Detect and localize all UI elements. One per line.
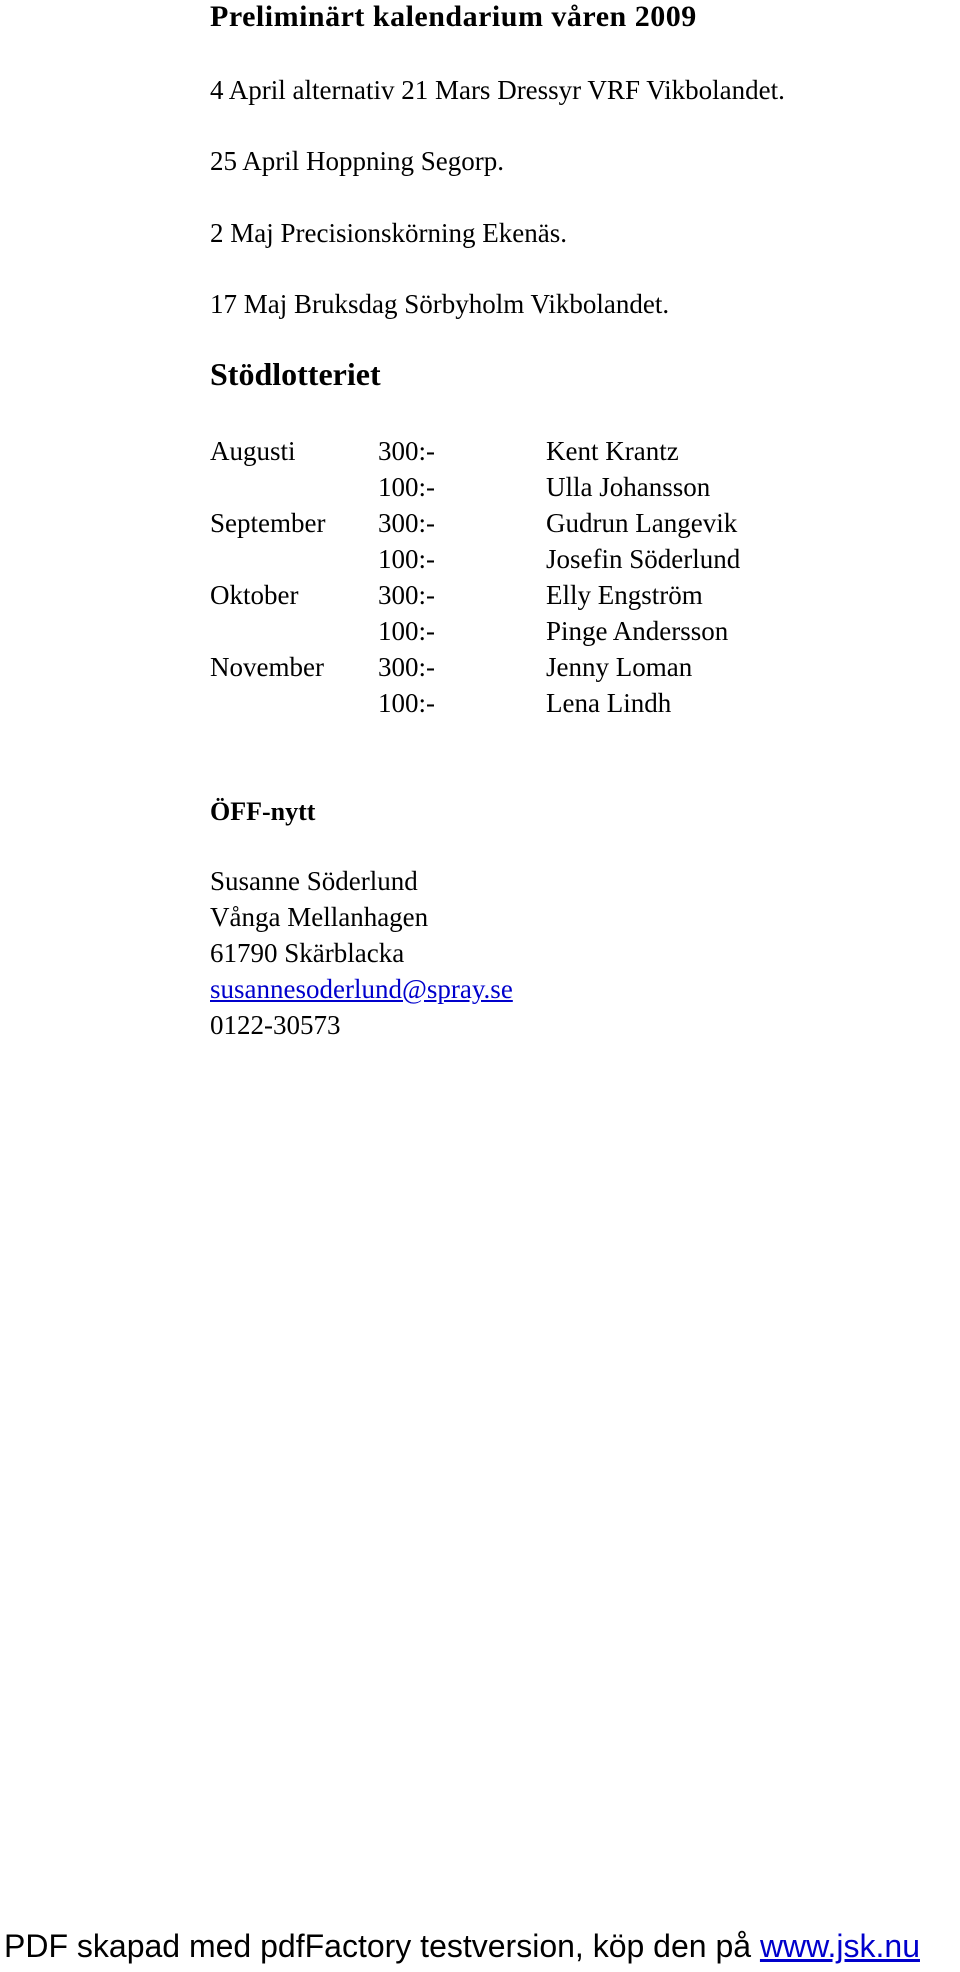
lottery-table [210,436,850,724]
contact-postal: 61790 Skärblacka [210,938,405,968]
lottery-month: November [210,652,324,682]
lottery-winner: Josefin Söderlund [546,544,741,574]
lottery-row [210,580,850,616]
contact-block [210,866,513,1046]
lottery-amount: 100:- [378,544,435,574]
contact-name: Susanne Söderlund [210,866,418,896]
lottery-winner: Lena Lindh [546,688,672,718]
lottery-title: Stödlotteriet [210,356,381,392]
pdf-footer [0,1928,960,1972]
contact-email-link[interactable]: susannesoderlund@spray.se [210,974,513,1004]
lottery-row [210,652,850,688]
newsletter-title: ÖFF-nytt [210,797,316,826]
lottery-winner: Pinge Andersson [546,616,729,646]
lottery-month: Augusti [210,436,296,466]
lottery-month: Oktober [210,580,299,610]
lottery-amount: 100:- [378,472,435,502]
lottery-row [210,688,850,724]
calendar-event: 2 Maj Precisionskörning Ekenäs. [210,218,567,248]
contact-phone: 0122-30573 [210,1010,341,1040]
lottery-row [210,616,850,652]
lottery-winner: Gudrun Langevik [546,508,738,538]
lottery-amount: 100:- [378,688,435,718]
lottery-row [210,544,850,580]
calendar-event: 25 April Hoppning Segorp. [210,146,504,176]
calendar-event: 17 Maj Bruksdag Sörbyholm Vikbolandet. [210,289,670,319]
lottery-amount: 300:- [378,652,435,682]
lottery-winner: Jenny Loman [546,652,693,682]
footer-text: PDF skapad med pdfFactory testversion, köp den på [4,1928,760,1964]
footer-line [4,1928,920,1965]
lottery-row [210,508,850,544]
lottery-month: September [210,508,326,538]
lottery-amount: 300:- [378,580,435,610]
calendar-title: Preliminärt kalendarium våren 2009 [210,0,697,33]
footer-link[interactable]: www.jsk.nu [759,1928,920,1964]
lottery-row [210,472,850,508]
lottery-amount: 300:- [378,508,435,538]
lottery-amount: 300:- [378,436,435,466]
lottery-row [210,436,850,472]
contact-street: Vånga Mellanhagen [210,902,429,932]
lottery-winner: Kent Krantz [546,436,679,466]
calendar-event: 4 April alternativ 21 Mars Dressyr VRF Vikbolandet. [210,75,785,105]
lottery-amount: 100:- [378,616,435,646]
lottery-winner: Elly Engström [546,580,703,610]
contact-email-row [210,974,513,1010]
lottery-winner: Ulla Johansson [546,472,711,502]
